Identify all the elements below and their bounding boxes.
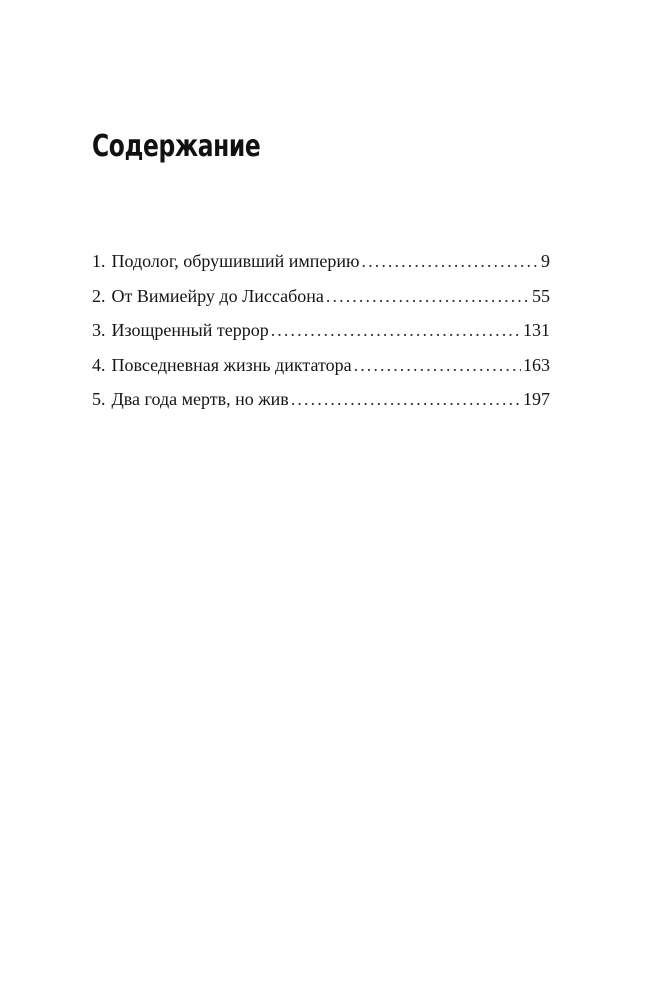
toc-entry-title: Изощренный террор: [111, 320, 269, 340]
toc-entry-5[interactable]: [92, 386, 550, 421]
table-of-contents: [92, 248, 550, 421]
toc-entry-number: 1.: [92, 251, 106, 271]
toc-entry-page: 163: [523, 354, 550, 375]
toc-entry-page: 131: [523, 320, 550, 340]
toc-entry-page: 197: [523, 389, 550, 409]
toc-entry-title: Подолог, обрушивший империю: [111, 251, 360, 271]
toc-dot-leader: [354, 352, 521, 378]
toc-entry-number: 5.: [92, 389, 106, 409]
toc-entry-number: 3.: [92, 320, 106, 340]
toc-entry-3[interactable]: [92, 317, 550, 352]
toc-entry-title: Два года мертв, но жив: [111, 389, 289, 409]
contents-heading: Содержание: [92, 129, 261, 164]
toc-entry-page: 9: [541, 251, 550, 271]
toc-entry-number: 2.: [92, 285, 106, 306]
toc-dot-leader: [362, 248, 539, 274]
toc-entry-number: 4.: [92, 354, 106, 375]
toc-entry-page: 55: [532, 285, 550, 306]
toc-entry-title: От Вимиейру до Лиссабона: [111, 285, 324, 306]
toc-entry-2[interactable]: [92, 283, 550, 318]
toc-dot-leader: [291, 386, 521, 412]
toc-dot-leader: [326, 283, 530, 309]
toc-entry-1[interactable]: [92, 248, 550, 283]
toc-entry-title: Повседневная жизнь диктатора: [111, 354, 352, 375]
toc-entry-4[interactable]: [92, 352, 550, 387]
toc-dot-leader: [271, 317, 521, 343]
